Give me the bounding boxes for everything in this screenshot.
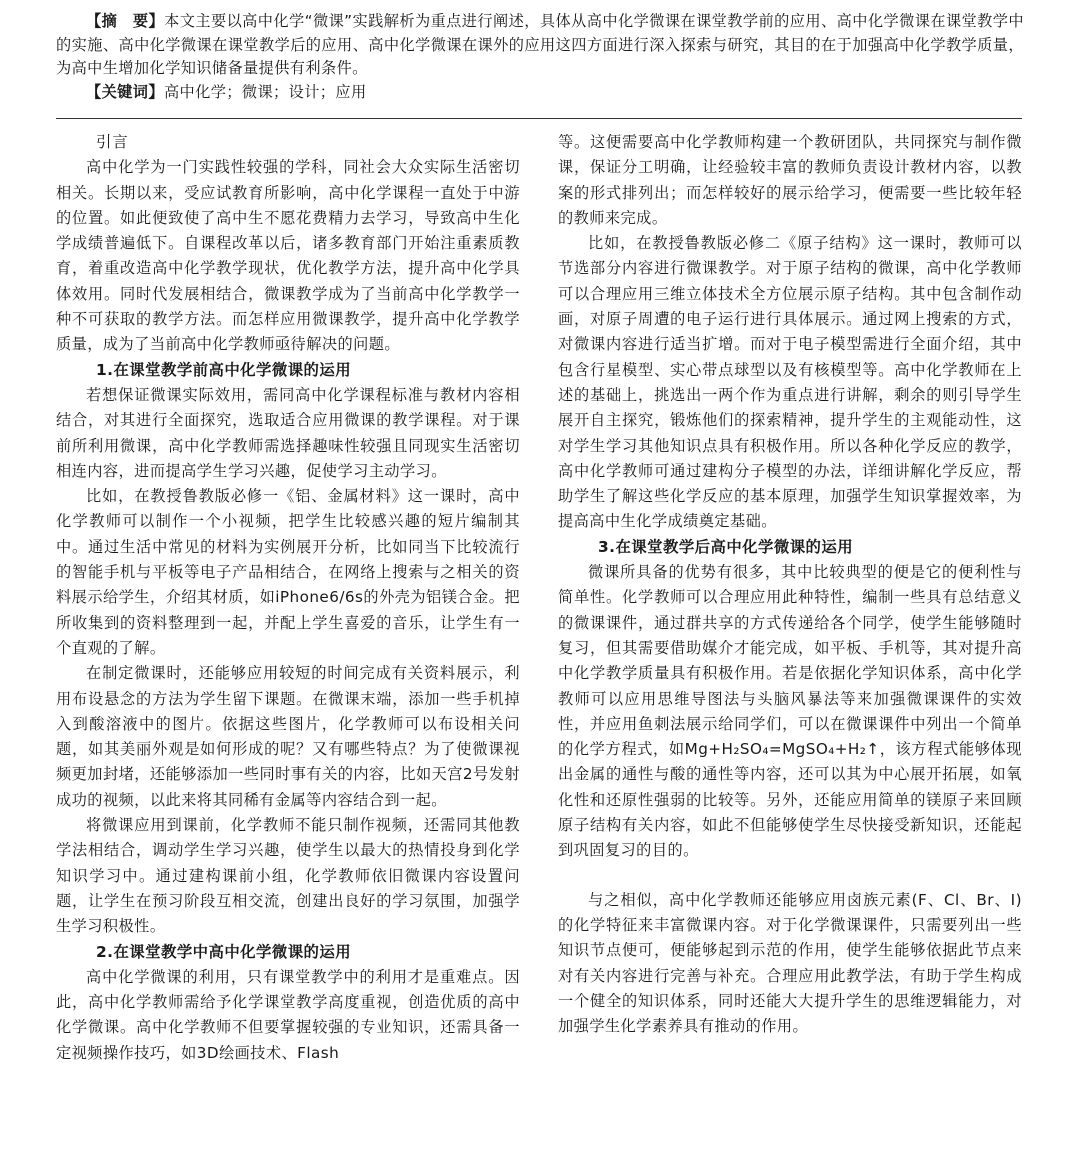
section-2-paragraph-1: 高中化学微课的利用，只有课堂教学中的利用才是重难点。因此，高中化学教师需给予化学课堂教学高度重视，创造优质的高中化学微课。高中化学教师不但要掌握较强的专业知识，还需具备一定视频操作技巧，如3D绘画技术、Flash — [56, 967, 520, 1062]
section-2-heading: 2.在课堂教学中高中化学微课的运用 — [96, 942, 352, 961]
keywords-paragraph — [56, 81, 1024, 105]
separator-rule — [56, 118, 1022, 119]
section-1-paragraph-1: 若想保证微课实际效用，需同高中化学课程标准与教材内容相结合，对其进行全面探究，选取适合应用微课的教学课程。对于课前所利用微课，高中化学教师需选择趣味性较强且同现实生活密切相连内容，进而提高学生学习兴趣，促使学习主动学习。 — [56, 385, 520, 480]
abstract-label: 【摘 要】 — [86, 12, 165, 30]
abstract-paragraph — [56, 10, 1024, 81]
section-3-paragraph-2: 与之相似，高中化学教师还能够应用卤族元素(F、Cl、Br、I)的化学特征来丰富微课内容。对于化学微课课件，只需要列出一些知识节点便可，便能够起到示范的作用，使学生能够依据此节点来对有关内容进行完善与补充。合理应用此教学法，有助于学生构成一个健全的知识体系，同时还能大大提升学生的思维逻辑能力，对加强学生化学素养具有推动的作用。 — [558, 890, 1022, 1036]
section-1-heading: 1.在课堂教学前高中化学微课的运用 — [96, 360, 352, 379]
left-column — [56, 130, 520, 1066]
keywords-label: 【关键词】 — [86, 82, 164, 101]
intro-heading: 引言 — [96, 133, 129, 151]
section-1-paragraph-4: 将微课应用到课前，化学教师不能只制作视频，还需同其他教学法相结合，调动学生学习兴趣，使学生以最大的热情投身到化学知识学习中。通过建构课前小组，化学教师依旧微课内容设置问题，让学生在预习阶段互相交流，创建出良好的学习氛围，加强学生学习积极性。 — [56, 816, 520, 936]
section-3-paragraph-1: 微课所具备的优势有很多，其中比较典型的便是它的便利性与简单性。化学教师可以合理应用此种特性，编制一些具有总结意义的微课课件，通过群共享的方式传递给各个同学，使学生能够随时复习，但其需要借助媒介才能完成，如平板、手机等，其对提升高中化学教学质量具有积极作用。若是依据化学知识体系，高中化学教师可以应用思维导图法与头脑风暴法等来加强微课课件的实效性，并应用鱼刺法展示给同学们，可以在微课课件中列出一个简单的化学方程式，如Mg+H₂SO₄=MgSO₄+H₂↑，该方程式能够体现出金属的通性与酸的通性等内容，还可以其为中心展开拓展，如氧化性和还原性强弱的比较等。另外，还能应用简单的镁原子来回顾原子结构有关内容，如此不但能够使学生尽快接受新知识，还能起到巩固复习的目的。 — [558, 563, 1022, 860]
intro-paragraph: 高中化学为一门实践性较强的学科，同社会大众实际生活密切相关。长期以来，受应试教育所影响，高中化学课程一直处于中游的位置。如此便致使了高中生不愿花费精力去学习，导致高中生化学成绩普遍低下。自课程改革以后，诸多教育部门开始注重素质教育，着重改造高中化学教学现状，优化教学方法，提升高中化学具体效用。同时代发展相结合，微课教学成为了当前高中化学教学一种不可获取的教学方法。而怎样应用微课教学，提升高中化学教学质量，成为了当前高中化学教师亟待解决的问题。 — [56, 158, 520, 354]
section-2-paragraph-2: 比如，在教授鲁教版必修二《原子结构》这一课时，教师可以节选部分内容进行微课教学。对于原子结构的微课，高中化学教师可以合理应用三维立体技术全方位展示原子结构。其中包含制作动画，对原子周遭的电子运行进行具体展示。通过网上搜索的方式，对微课内容进行适当扩增。而对于电子模型需进行全面介绍，其中包含行星模型、实心带点球型以及有核模型等。高中化学教师在上述的基础上，挑选出一两个作为重点进行讲解，剩余的则引导学生展开自主探究，锻炼他们的探索精神，提升学生的主观能动性，这对学生学习其他知识点具有积极作用。所以各种化学反应的教学，高中化学教师可通过建构分子模型的办法，详细讲解化学反应，帮助学生了解这些化学反应的基本原理，加强学生知识掌握效率，为提高高中生化学成绩奠定基础。 — [558, 234, 1022, 531]
section-1-paragraph-2: 比如，在教授鲁教版必修一《铝、金属材料》这一课时，高中化学教师可以制作一个小视频，把学生比较感兴趣的短片编制其中。通过生活中常见的材料为实例展开分析，比如同当下比较流行的智能手机与平板等电子产品相结合，在网络上搜索与之相关的资料展示给学生，介绍其材质，如iPhone6/6s的外壳为铝镁合金。把所收集到的资料整理到一起，并配上学生喜爱的音乐，让学生有一个直观的了解。 — [56, 487, 520, 657]
continued-paragraph: 等。这便需要高中化学教师构建一个教研团队，共同探究与制作微课，保证分工明确，让经验较丰富的教师负责设计教材内容，以教案的形式排列出；而怎样较好的展示给学习，便需要一些比较年轻的教师来完成。 — [558, 133, 1022, 227]
section-1-paragraph-3: 在制定微课时，还能够应用较短的时间完成有关资料展示，利用布设悬念的方法为学生留下课题。在微课末端，添加一些手机掉入到酸溶液中的图片。依据这些图片，化学教师可以布设相关问题，如其美丽外观是如何形成的呢？又有哪些特点？为了使微课视频更加封堵，还能够添加一些同时事有关的内容，比如天宫2号发射成功的视频，以此来将其同稀有金属等内容结合到一起。 — [56, 664, 520, 809]
abstract-text: 本文主要以高中化学“微课”实践解析为重点进行阐述，具体从高中化学微课在课堂教学前的应用、高中化学微课在课堂教学中的实施、高中化学微课在课堂教学后的应用、高中化学微课在课外的应用这四方面进行深入探索与研究，其目的在于加强高中化学教学质量，为高中生增加化学知识储备量提供有利条件。 — [56, 12, 1025, 77]
keywords-text: 高中化学；微课；设计；应用 — [163, 82, 367, 101]
abstract-block — [56, 10, 1024, 104]
section-3-heading: 3.在课堂教学后高中化学微课的运用 — [598, 537, 854, 556]
right-column — [558, 130, 1022, 1039]
paragraph-gap — [558, 864, 1022, 888]
